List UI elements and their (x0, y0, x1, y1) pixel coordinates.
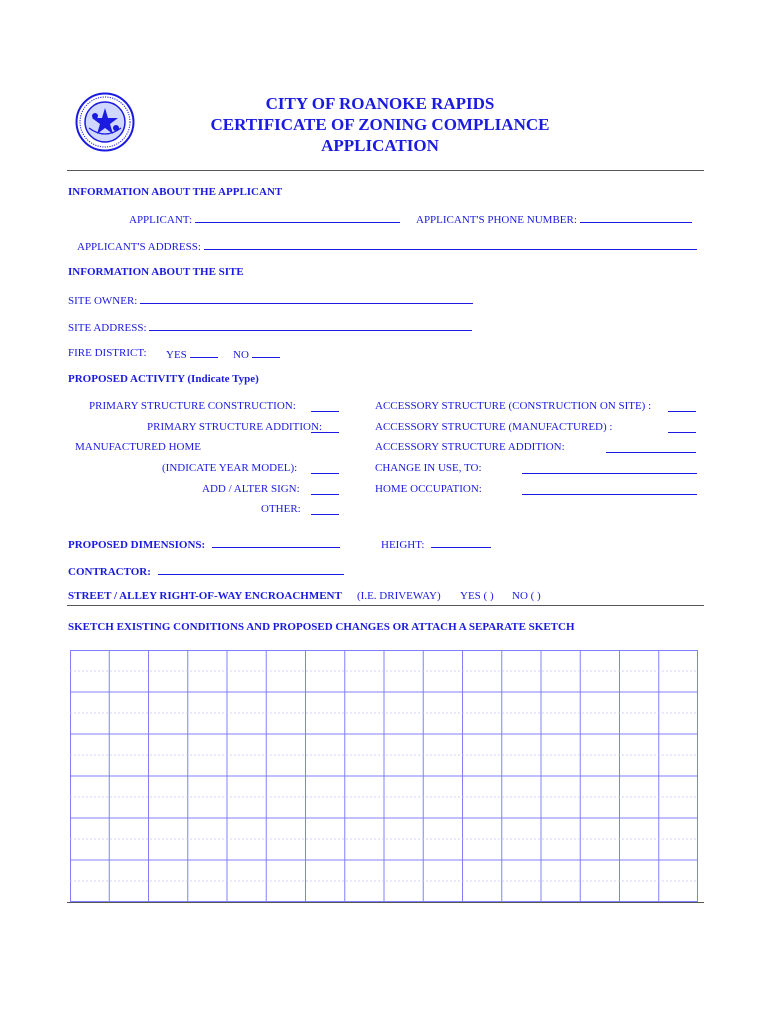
fire-yes-label: YES (166, 349, 187, 361)
sketch-bottom-rule (67, 902, 704, 903)
applicant-heading: INFORMATION ABOUT THE APPLICANT (68, 186, 283, 198)
manufactured-home-label: MANUFACTURED HOME (75, 441, 201, 453)
site-owner-label: SITE OWNER: (68, 295, 138, 307)
applicant-phone-label: APPLICANT'S PHONE NUMBER: (416, 214, 577, 226)
applicant-address-label: APPLICANT'S ADDRESS: (77, 241, 201, 253)
site-heading: INFORMATION ABOUT THE SITE (68, 266, 244, 278)
dimensions-field[interactable] (68, 537, 340, 551)
dimensions-blank[interactable] (212, 537, 340, 548)
dimensions-label: PROPOSED DIMENSIONS: (68, 539, 206, 551)
home-occupation-blank[interactable] (522, 484, 697, 495)
other-label: OTHER: (261, 503, 301, 515)
site-owner-blank[interactable] (140, 293, 473, 304)
other-blank[interactable] (311, 504, 339, 515)
applicant-phone-blank[interactable] (580, 212, 692, 223)
accessory-construction-blank[interactable] (668, 401, 696, 412)
applicant-label: APPLICANT: (129, 214, 193, 226)
applicant-blank[interactable] (195, 212, 400, 223)
primary-construction-label: PRIMARY STRUCTURE CONSTRUCTION: (89, 400, 296, 412)
applicant-address-field[interactable] (77, 239, 697, 253)
height-blank[interactable] (431, 537, 491, 548)
primary-construction-blank[interactable] (311, 401, 339, 412)
fire-yes-field[interactable] (166, 347, 218, 361)
accessory-manufactured-label: ACCESSORY STRUCTURE (MANUFACTURED) : (375, 421, 613, 433)
fire-no-blank[interactable] (252, 347, 280, 358)
activity-heading: PROPOSED ACTIVITY (Indicate Type) (68, 373, 259, 385)
encroachment-yes[interactable]: YES ( ) (460, 590, 494, 602)
change-in-use-label: CHANGE IN USE, TO: (375, 462, 482, 474)
alter-sign-blank[interactable] (311, 484, 339, 495)
title-application: APPLICATION (321, 136, 439, 155)
header-rule (67, 170, 704, 171)
site-owner-field[interactable] (68, 293, 473, 307)
accessory-addition-label: ACCESSORY STRUCTURE ADDITION: (375, 441, 565, 453)
applicant-phone-field[interactable] (416, 212, 692, 226)
encroachment-no[interactable]: NO ( ) (512, 590, 541, 602)
home-occupation-label: HOME OCCUPATION: (375, 483, 482, 495)
change-in-use-blank[interactable] (522, 463, 697, 474)
title-city: CITY OF ROANOKE RAPIDS (265, 94, 495, 113)
accessory-addition-blank[interactable] (606, 442, 696, 453)
site-address-field[interactable] (68, 320, 472, 334)
primary-addition-blank[interactable] (311, 422, 339, 433)
encroachment-rule (67, 605, 704, 606)
fire-no-field[interactable] (233, 347, 280, 361)
year-model-label: (INDICATE YEAR MODEL): (162, 462, 298, 474)
site-address-blank[interactable] (149, 320, 472, 331)
fire-district-label: FIRE DISTRICT: (68, 347, 147, 359)
applicant-field[interactable] (129, 212, 400, 226)
applicant-address-blank[interactable] (204, 239, 697, 250)
sketch-heading: SKETCH EXISTING CONDITIONS AND PROPOSED CHANGES OR ATTACH A SEPARATE SKETCH (68, 621, 575, 633)
fire-yes-blank[interactable] (190, 347, 218, 358)
contractor-label: CONTRACTOR: (68, 566, 151, 578)
encroachment-label: STREET / ALLEY RIGHT-OF-WAY ENCROACHMENT (68, 590, 342, 602)
fire-no-label: NO (233, 349, 249, 361)
accessory-manufactured-blank[interactable] (668, 422, 696, 433)
alter-sign-label: ADD / ALTER SIGN: (202, 483, 300, 495)
height-label: HEIGHT: (381, 539, 425, 551)
height-field[interactable] (381, 537, 491, 551)
year-model-blank[interactable] (311, 463, 339, 474)
sketch-grid[interactable] (70, 650, 698, 902)
contractor-blank[interactable] (158, 564, 344, 575)
primary-addition-label: PRIMARY STRUCTURE ADDITION: (147, 421, 322, 433)
contractor-field[interactable] (68, 564, 344, 578)
encroachment-example: (I.E. DRIVEWAY) (357, 590, 441, 602)
site-address-label: SITE ADDRESS: (68, 322, 147, 334)
city-seal-icon (75, 92, 135, 152)
title-certificate: CERTIFICATE OF ZONING COMPLIANCE (210, 115, 550, 134)
accessory-construction-label: ACCESSORY STRUCTURE (CONSTRUCTION ON SITE) : (375, 400, 652, 412)
